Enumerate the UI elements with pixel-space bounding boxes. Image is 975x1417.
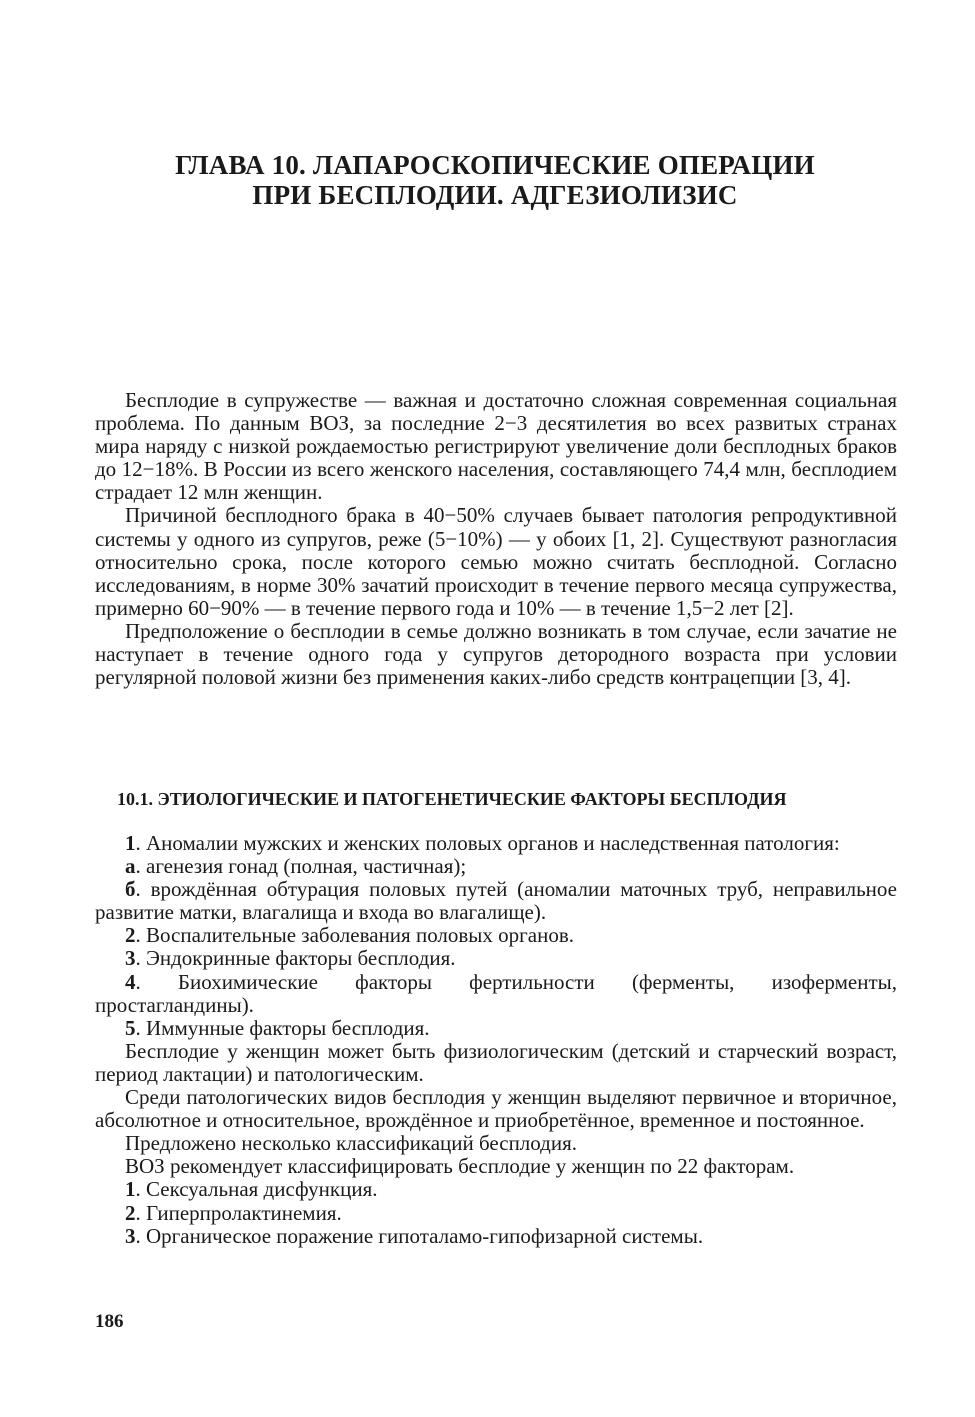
paragraph: Среди патологических видов бесплодия у женщин выделяют первичное и вторичное, абсолютное и относительное, врождённое и приобретённое, временное и постоянное.: [95, 1085, 897, 1133]
list-item-text: Сексуальная дисфункция.: [146, 1177, 378, 1202]
list-item: 5. Иммунные факторы бесплодия.: [125, 1015, 430, 1040]
list-item-text: Органическое поражение гипоталамо-гипофизарной системы.: [146, 1223, 704, 1248]
list-item-text: агенезия гонад (полная, частичная);: [146, 854, 467, 879]
page-number: 186: [95, 1311, 124, 1332]
list-item: 2. Гиперпролактинемия.: [125, 1200, 342, 1225]
section-text: [95, 832, 897, 1248]
list-item-label: а: [125, 854, 136, 879]
list-item: 3. Органическое поражение гипоталамо-гипофизарной системы.: [125, 1223, 704, 1248]
section-heading: 10.1. ЭТИОЛОГИЧЕСКИЕ И ПАТОГЕНЕТИЧЕСКИЕ ФАКТОРЫ БЕСПЛОДИЯ: [117, 789, 787, 809]
paragraph: ВОЗ рекомендует классифицировать бесплодие у женщин по 22 факторам.: [125, 1154, 795, 1179]
list-item: 3. Эндокринные факторы бесплодия.: [125, 946, 456, 971]
list-item-label: 2: [125, 923, 136, 948]
paragraph: Предположение о бесплодии в семье должно возникать в том случае, если зачатие не наступает в течение одного года у супругов детородного возраста при условии регулярной половой жизни без применения каких-либо средств контрацепции [3, 4].: [95, 618, 897, 690]
list-item-text: Гиперпролактинемия.: [146, 1200, 342, 1225]
chapter-title-line: ПРИ БЕСПЛОДИИ. АДГЕЗИОЛИЗИС: [252, 180, 738, 210]
list-item: 1. Сексуальная дисфункция.: [125, 1177, 378, 1202]
chapter-title: [100, 150, 890, 210]
paragraph: Предложено несколько классификаций бесплодия.: [125, 1131, 578, 1156]
list-item: б. врождённая обтурация половых путей (аномалии маточных труб, неправильное развитие матки, влагалища и входа во влагалище).: [95, 877, 897, 925]
list-item-text: Иммунные факторы бесплодия.: [146, 1015, 430, 1040]
list-item-text: Биохимические факторы фертильности (ферменты, изоферменты, простагландины).: [95, 969, 898, 1017]
list-item: 1. Аномалии мужских и женских половых органов и наследственная патология:: [125, 831, 840, 855]
list-item-label: 3: [125, 946, 136, 971]
list-item-text: Аномалии мужских и женских половых органов и наследственная патология:: [146, 831, 840, 855]
list-item-label: 5: [125, 1015, 136, 1040]
list-item-label: 1: [125, 831, 136, 855]
list-item-text: Эндокринные факторы бесплодия.: [146, 946, 456, 971]
list-item: а. агенезия гонад (полная, частичная);: [125, 854, 467, 879]
list-item-label: б: [125, 877, 136, 902]
chapter-title-line: ГЛАВА 10. ЛАПАРОСКОПИЧЕСКИЕ ОПЕРАЦИИ: [175, 150, 815, 180]
list-item-label: 2: [125, 1200, 136, 1225]
list-item-text: врождённая обтурация половых путей (аномалии маточных труб, неправильное развитие матки, влагалища и входа во влагалище).: [95, 877, 897, 925]
intro-text: [95, 389, 897, 689]
paragraph: Бесплодие у женщин может быть физиологическим (детский и старческий возраст, период лактации) и патологическим.: [95, 1038, 897, 1086]
list-item: 2. Воспалительные заболевания половых органов.: [125, 923, 575, 948]
list-item-text: Воспалительные заболевания половых органов.: [146, 923, 575, 948]
list-item-label: 4: [125, 969, 136, 994]
list-item: 4. Биохимические факторы фертильности (ферменты, изоферменты, простагландины).: [95, 969, 898, 1017]
list-item-label: 3: [125, 1223, 136, 1248]
list-item-label: 1: [125, 1177, 136, 1202]
paragraph: Бесплодие в супружестве — важная и достаточно сложная современная социальная проблема. По данным ВОЗ, за последние 2−3 десятилетия во всех развитых странах мира наряду с низкой рождаемостью регистрируют увеличение доли бесплодных браков до 12−18%. В России из всего женского населения, составляющего 74,4 млн, бесплодием страдает 12 млн женщин.: [95, 388, 897, 505]
paragraph: Причиной бесплодного брака в 40−50% случаев бывает патология репродуктивной системы у одного из супругов, реже (5−10%) — у обоих [1, 2]. Существуют разногласия относительно срока, после которого семью можно считать бесплодной. Согласно исследованиям, в норме 30% зачатий происходит в течение первого месяца супружества, примерно 60−90% — в течение первого года и 10% — в течение 1,5−2 лет [2].: [95, 503, 897, 620]
